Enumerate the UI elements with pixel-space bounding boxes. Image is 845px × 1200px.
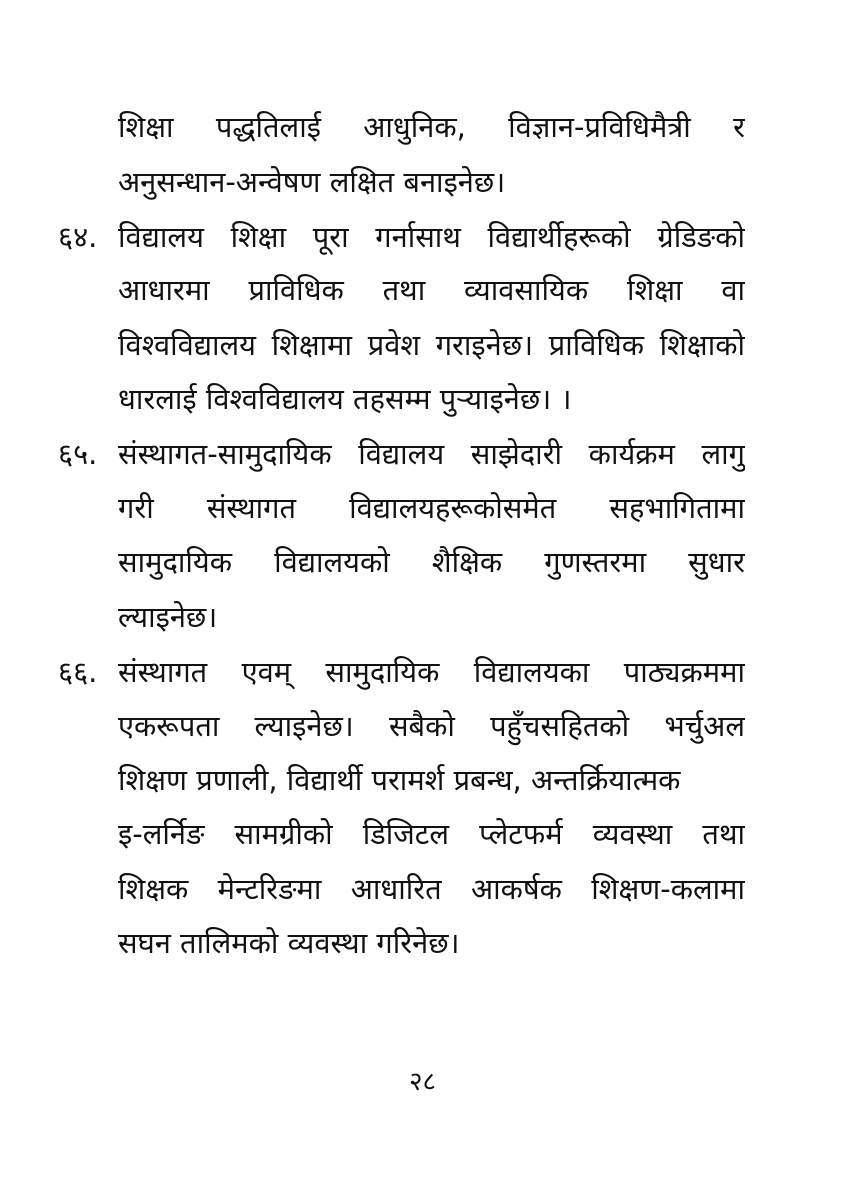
paragraph-number: ६४. xyxy=(58,220,98,254)
text-line: संस्थागत-सामुदायिक विद्यालय साझेदारी कार्यक्रम लागु xyxy=(118,437,745,471)
text-line: इ-लर्निङ सामग्रीको डिजिटल प्लेटफर्म व्यवस्था तथा xyxy=(118,817,745,851)
text-line: अनुसन्धान-अन्वेषण लक्षित बनाइनेछ। xyxy=(118,165,506,199)
text-line: सघन तालिमको व्यवस्था गरिनेछ। xyxy=(118,926,460,960)
text-line: संस्थागत एवम् सामुदायिक विद्यालयका पाठ्यक्रममा xyxy=(118,655,745,689)
text-line: शिक्षा पद्धतिलाई आधुनिक, विज्ञान-प्रविधिमैत्री र xyxy=(118,110,745,144)
text-line: शिक्षण प्रणाली, विद्यार्थी परामर्श प्रबन्ध, अन्तर्क्रियात्मक xyxy=(118,763,681,797)
page-number: २८ xyxy=(408,1067,437,1097)
text-line: विश्वविद्यालय शिक्षामा प्रवेश गराइनेछ। प्राविधिक शिक्षाको xyxy=(118,328,745,362)
text-line: सामुदायिक विद्यालयको शैक्षिक गुणस्तरमा सुधार xyxy=(118,545,745,579)
text-line: आधारमा प्राविधिक तथा व्यावसायिक शिक्षा वा xyxy=(118,273,745,307)
text-line: शिक्षक मेन्टरिङमा आधारित आकर्षक शिक्षण-कलामा xyxy=(118,872,745,906)
text-line: धारलाई विश्वविद्यालय तहसम्म पुऱ्याइनेछ। । xyxy=(118,382,572,416)
text-line: गरी संस्थागत विद्यालयहरूकोसमेत सहभागितामा xyxy=(118,491,745,525)
text-line: ल्याइनेछ। xyxy=(118,600,218,634)
text-line: विद्यालय शिक्षा पूरा गर्नासाथ विद्यार्थीहरूको ग्रेडिङको xyxy=(118,220,745,254)
paragraph-number: ६५. xyxy=(58,437,98,471)
paragraph-number: ६६. xyxy=(58,655,98,689)
text-line: एकरूपता ल्याइनेछ। सबैको पहुँचसहितको भर्चुअल xyxy=(118,709,745,743)
